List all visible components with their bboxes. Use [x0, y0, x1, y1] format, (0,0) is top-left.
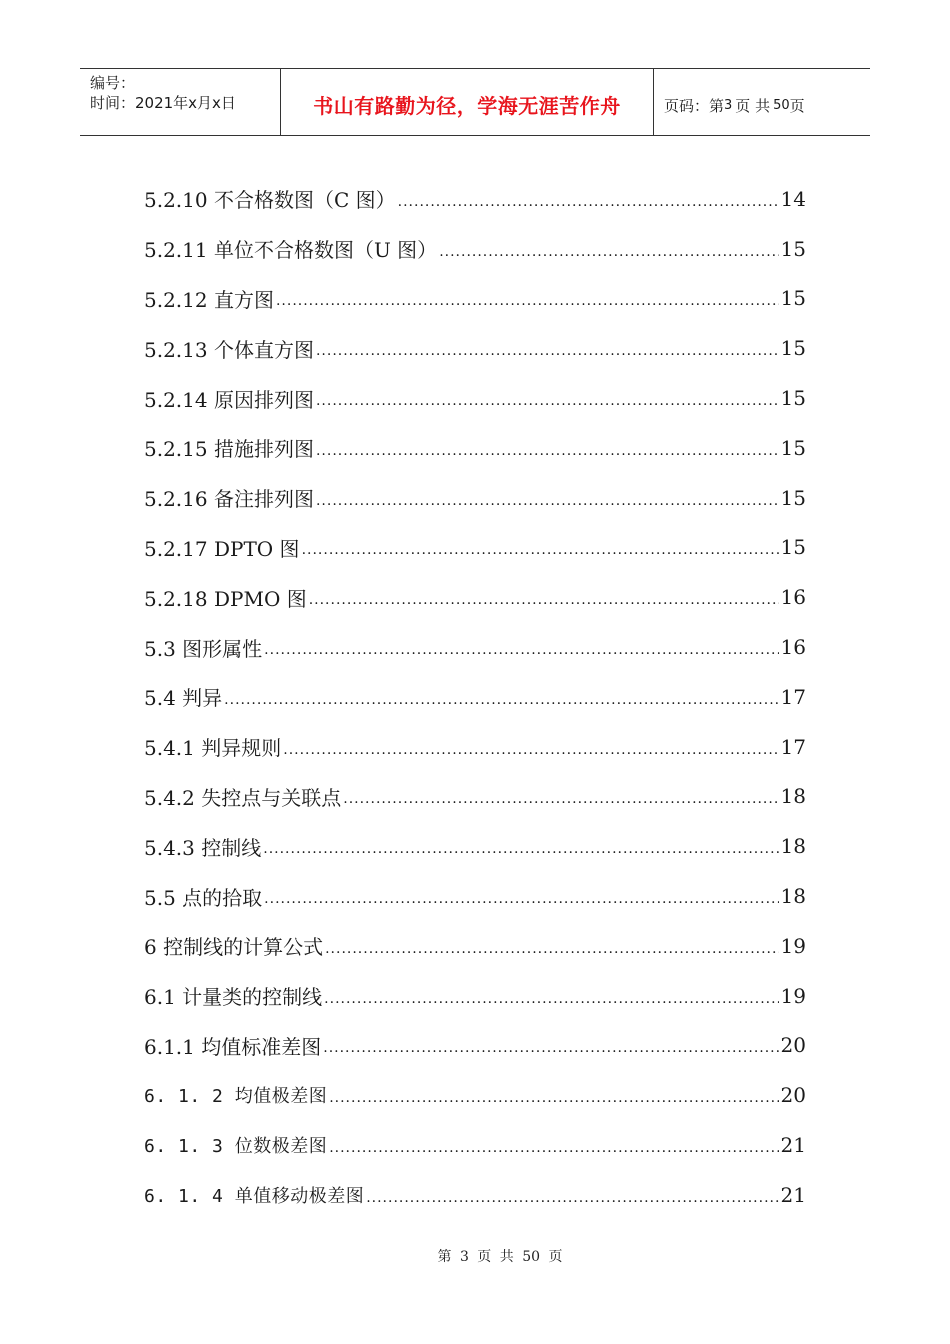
toc-entry-page: 15	[780, 485, 806, 510]
toc-entry-page: 18	[780, 884, 806, 909]
toc-leader-dots	[316, 343, 779, 359]
toc-entry-page: 15	[780, 286, 806, 311]
toc-entry[interactable]	[144, 1070, 806, 1120]
toc-leader-dots	[325, 941, 778, 957]
toc-entry-page: 21	[780, 1133, 806, 1158]
toc-entry-title: 5.2.13 个体直方图	[144, 337, 314, 362]
toc-entry[interactable]	[144, 622, 806, 672]
toc-entry-title: 5.2.10 不合格数图（C 图）	[144, 188, 396, 213]
toc-entry-page: 14	[780, 186, 806, 211]
toc-entry[interactable]	[144, 523, 806, 573]
toc-leader-dots	[276, 293, 779, 309]
toc-entry[interactable]	[144, 722, 806, 772]
toc-entry[interactable]	[144, 1170, 806, 1220]
page-suffix: 页	[789, 96, 805, 115]
toc-entry-title: 5.2.11 单位不合格数图（U 图）	[144, 238, 438, 263]
toc-leader-dots	[398, 194, 779, 210]
toc-entry[interactable]	[144, 174, 806, 224]
page-total: 50	[773, 97, 790, 113]
toc-entry-page: 20	[780, 1033, 806, 1058]
header-page-cell	[654, 69, 870, 135]
toc-entry-title: 5.2.17 DPTO 图	[144, 536, 300, 561]
toc-entry-title: 6 控制线的计算公式	[144, 935, 324, 960]
toc-entry[interactable]	[144, 871, 806, 921]
toc-entry-title: 5.4.3 控制线	[144, 835, 262, 860]
toc-entry[interactable]	[144, 1021, 806, 1071]
toc-entry-page: 16	[780, 585, 806, 610]
toc-entry-page: 17	[780, 734, 806, 759]
toc-entry[interactable]	[144, 423, 806, 473]
toc-entry-page: 19	[780, 933, 806, 958]
toc-leader-dots	[316, 493, 779, 509]
toc-entry-title: 5.2.18 DPMO 图	[144, 586, 307, 611]
toc-entry-title: 5.2.16 备注排列图	[144, 487, 314, 512]
number-label: 编号：	[90, 74, 136, 92]
toc-entry-title: 6.1 计量类的控制线	[144, 985, 323, 1010]
toc-entry[interactable]	[144, 921, 806, 971]
toc-entry[interactable]	[144, 323, 806, 373]
toc-entry-page: 16	[780, 635, 806, 660]
toc-leader-dots	[324, 991, 778, 1007]
toc-entry-title: 5.2.14 原因排列图	[144, 387, 314, 412]
toc-entry-page: 18	[780, 834, 806, 859]
toc-entry-title: 5.4.1 判异规则	[144, 736, 282, 761]
toc-entry[interactable]	[144, 473, 806, 523]
toc-leader-dots	[283, 742, 778, 758]
page-mid: 页 共	[735, 96, 771, 115]
toc-entry-title: 5.2.12 直方图	[144, 287, 274, 312]
toc-entry-page: 15	[780, 535, 806, 560]
date-label: 时间：2021年x月x日	[90, 94, 236, 112]
toc-leader-dots	[263, 841, 778, 857]
table-of-contents	[144, 174, 806, 1220]
toc-entry[interactable]	[144, 224, 806, 274]
toc-entry-title: 5.4.2 失控点与关联点	[144, 785, 342, 810]
toc-entry-title: 6. 1. 2 均值极差图	[144, 1086, 328, 1108]
toc-leader-dots	[323, 1040, 778, 1056]
toc-leader-dots	[309, 592, 779, 608]
toc-entry-page: 17	[780, 684, 806, 709]
toc-entry-title: 6.1.1 均值标准差图	[144, 1034, 322, 1059]
toc-leader-dots	[264, 891, 778, 907]
toc-entry-title: 5.4 判异	[144, 686, 223, 711]
toc-leader-dots	[316, 443, 779, 459]
toc-leader-dots	[343, 791, 778, 807]
toc-leader-dots	[316, 393, 779, 409]
toc-entry[interactable]	[144, 373, 806, 423]
page-current: 3	[724, 97, 733, 113]
page-footer: 第 3 页 共 50 页	[437, 1249, 563, 1265]
toc-entry-title: 6. 1. 3 位数极差图	[144, 1136, 328, 1158]
header-motto-cell	[281, 69, 654, 135]
toc-entry[interactable]	[144, 772, 806, 822]
toc-entry-title: 6. 1. 4 单值移动极差图	[144, 1185, 365, 1207]
toc-entry[interactable]	[144, 274, 806, 324]
toc-entry[interactable]	[144, 1120, 806, 1170]
toc-leader-dots	[366, 1190, 778, 1206]
toc-entry-title: 5.2.15 措施排列图	[144, 437, 314, 462]
toc-entry[interactable]	[144, 572, 806, 622]
toc-leader-dots	[302, 542, 779, 558]
toc-leader-dots	[264, 642, 778, 658]
toc-entry-title: 5.5 点的拾取	[144, 885, 263, 910]
header-info-cell	[80, 69, 281, 135]
toc-entry-page: 15	[780, 386, 806, 411]
toc-entry-page: 15	[780, 236, 806, 261]
page-prefix: 页码：第	[664, 96, 725, 115]
toc-entry-page: 15	[780, 336, 806, 361]
toc-leader-dots	[224, 692, 778, 708]
toc-entry-page: 20	[780, 1083, 806, 1108]
page-header	[80, 68, 870, 136]
toc-entry-page: 21	[780, 1182, 806, 1207]
toc-entry[interactable]	[144, 672, 806, 722]
toc-entry-title: 5.3 图形属性	[144, 636, 263, 661]
motto-text: 书山有路勤为径，学海无涯苦作舟	[313, 93, 621, 118]
toc-entry[interactable]	[144, 821, 806, 871]
toc-leader-dots	[329, 1090, 778, 1106]
toc-entry-page: 18	[780, 784, 806, 809]
toc-leader-dots	[329, 1140, 778, 1156]
toc-entry-page: 19	[780, 983, 806, 1008]
toc-entry-page: 15	[780, 435, 806, 460]
toc-leader-dots	[439, 244, 778, 260]
toc-entry[interactable]	[144, 971, 806, 1021]
